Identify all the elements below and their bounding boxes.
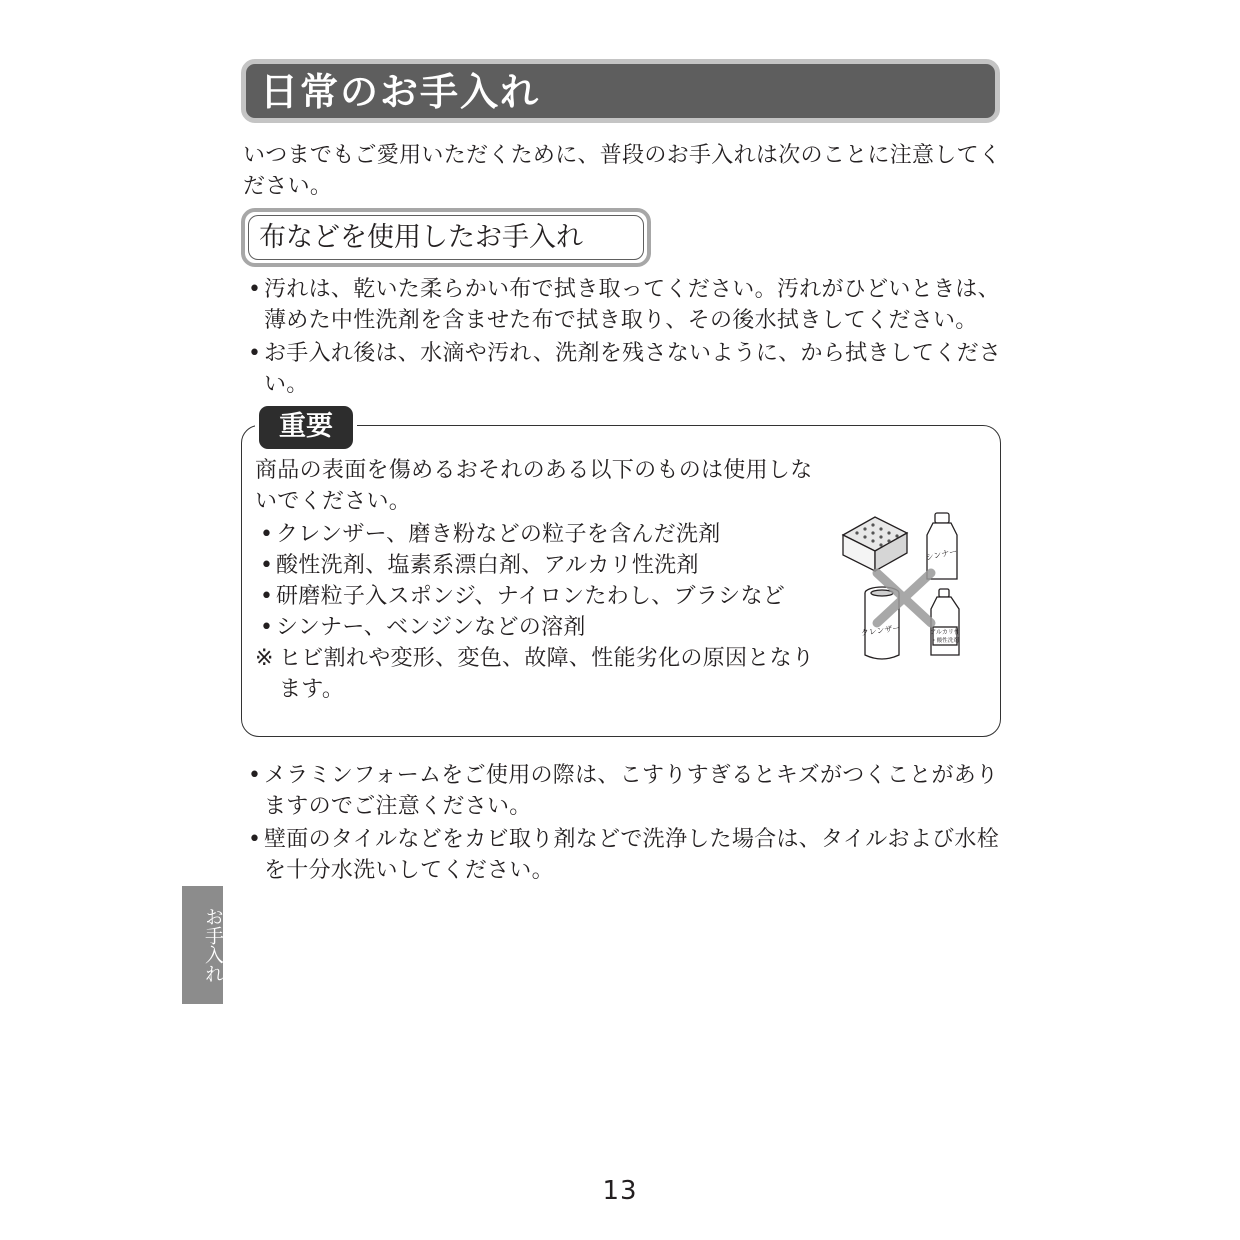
list-item	[243, 760, 1005, 822]
acid-label: ・酸性洗剤	[931, 638, 959, 644]
list-item-text: メラミンフォームをご使用の際は、こすりすぎるとキズがつくことがありますのでご注意ください。	[264, 763, 999, 819]
list-item	[255, 581, 815, 612]
side-tab-label: お手入れ	[202, 907, 224, 983]
list-item	[243, 338, 1005, 400]
list-item-text: シンナー、ベンジンなどの溶剤	[276, 615, 586, 640]
list-item	[255, 612, 815, 643]
sponge-icon	[843, 517, 907, 571]
additional-care-list	[243, 760, 1005, 888]
page-title: 日常のお手入れ	[260, 70, 541, 114]
bullet-dot: •	[260, 553, 274, 578]
side-section-tab	[182, 886, 223, 1004]
important-label	[259, 406, 353, 449]
list-item	[243, 274, 1005, 336]
bullet-dot: •	[260, 584, 274, 609]
list-item	[255, 550, 815, 581]
list-item-text: お手入れ後は、水滴や汚れ、洗剤を残さないように、から拭きしてください。	[264, 341, 1002, 397]
list-item	[255, 519, 815, 550]
intro-text: いつまでもご愛用いただくために、普段のお手入れは次のことに注意してください。	[243, 143, 1002, 199]
important-lead: 商品の表面を傷めるおそれのある以下のものは使用しないでください。	[255, 458, 813, 514]
bullet-dot: •	[248, 277, 262, 302]
bullet-dot: •	[260, 615, 274, 640]
alkali-label: アルカリ性	[930, 629, 960, 636]
bullet-dot: •	[248, 341, 262, 366]
important-label-text: 重要	[279, 411, 333, 442]
bullet-dot: •	[260, 522, 274, 547]
bullet-dot: •	[248, 827, 262, 852]
list-item-text: 研磨粒子入スポンジ、ナイロンたわし、ブラシなど	[276, 584, 786, 609]
list-item-text: 酸性洗剤、塩素系漂白剤、アルカリ性洗剤	[276, 553, 699, 578]
list-item	[243, 824, 1005, 886]
cloth-care-list	[243, 274, 1005, 402]
prohibited-items-list	[255, 519, 815, 643]
section-heading: 布などを使用したお手入れ	[259, 222, 583, 253]
page-number: 13	[602, 1176, 638, 1206]
title-bar	[241, 59, 1000, 123]
bullet-dot: •	[248, 763, 262, 788]
note-mark: ※	[255, 646, 274, 671]
list-item-text: 壁面のタイルなどをカビ取り剤などで洗浄した場合は、タイルおよび水栓を十分水洗いしてください。	[264, 827, 1000, 883]
important-note	[255, 643, 815, 705]
cleanser-label: クレンザー	[860, 623, 901, 638]
section-heading-box	[241, 208, 651, 267]
thinner-label: シンナー	[924, 546, 958, 563]
important-note-text: ヒビ割れや変形、変色、故障、性能劣化の原因となります。	[279, 646, 815, 702]
prohibited-cleaners-illustration	[835, 505, 975, 665]
list-item-text: 汚れは、乾いた柔らかい布で拭き取ってください。汚れがひどいときは、薄めた中性洗剤を含ませた布で拭き取り、その後水拭きしてください。	[264, 277, 1000, 333]
list-item-text: クレンザー、磨き粉などの粒子を含んだ洗剤	[276, 522, 721, 547]
important-content	[255, 455, 815, 705]
